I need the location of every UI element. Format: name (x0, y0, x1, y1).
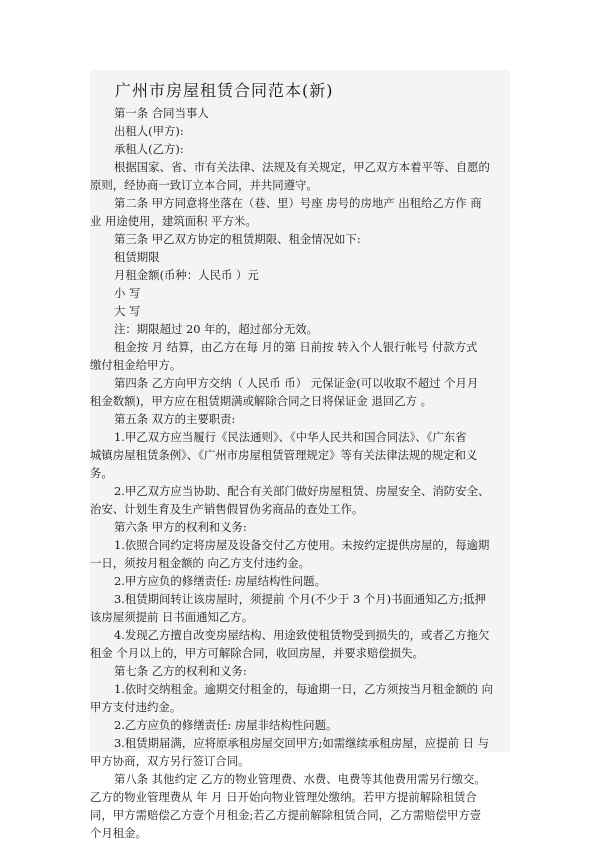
text-line: 甲方协商，双方另行签订合同。 (90, 754, 250, 768)
document-body (90, 104, 510, 842)
text-line: 承租人(乙方): (114, 142, 184, 156)
text-line: 注：期限超过 20 年的，超过部分无效。 (114, 322, 318, 336)
text-line: 租赁期限 (114, 250, 160, 264)
text-line: 1.依时交纳租金。逾期交付租金的，每逾期一日，乙方须按当月租金额的 向 (114, 682, 493, 696)
text-line: 第七条 乙方的权利和义务: (114, 664, 247, 678)
text-line: 第一条 合同当事人 (114, 106, 209, 120)
text-line: 大 写 (114, 304, 141, 318)
text-line: 一日，须按月租金额的 向乙方支付违约金。 (90, 556, 311, 570)
text-line: 城镇房屋租赁条例》、《广州市房屋租赁管理规定》等有关法律法规的规定和义 (90, 448, 478, 462)
text-line: 第二条 甲方同意将坐落在（巷、里）号座 房号的房地产 出租给乙方作 商 (114, 196, 482, 210)
text-line: 同，甲方需赔偿乙方壹个月租金;若乙方提前解除租赁合同，乙方需赔偿甲方壹 (90, 808, 482, 822)
text-line: 2.乙方应负的修缮责任: 房屋非结构性问题。 (114, 718, 338, 732)
text-line: 原则，经协商一致订立本合同，并共同遵守。 (90, 178, 318, 192)
text-line: 月租金额(币种：人民币 ）元 (114, 268, 259, 282)
text-line: 租金数额)，甲方应在租赁期满或解除合同之日将保证金 退回乙方 。 (90, 394, 433, 408)
text-line: 缴付租金给甲方。 (90, 358, 182, 372)
text-line: 第四条 乙方向甲方交纳（ 人民币 币） 元保证金(可以收取不超过 个月月 (114, 376, 479, 390)
text-line: 第五条 双方的主要职责: (114, 412, 236, 426)
text-line: 出租人(甲方): (114, 124, 184, 138)
text-line: 4.发现乙方擅自改变房屋结构、用途致使租赁物受到损失的，或者乙方拖欠 (114, 628, 490, 642)
text-line: 第八条 其他约定 乙方的物业管理费、水费、电费等其他费用需另行缴交。 (114, 772, 486, 786)
text-line: 租金按 月 结算，由乙方在每 月的第 日前按 转入个人银行帐号 付款方式 (114, 340, 478, 354)
text-line: 1.依照合同约定将房屋及设备交付乙方使用。未按约定提供房屋的，每逾期 (114, 538, 490, 552)
text-line: 个月租金。 (90, 826, 147, 840)
text-line: 根据国家、省、市有关法律、法规及有关规定，甲乙双方本着平等、自愿的 (114, 160, 490, 174)
text-line: 业 用途使用，建筑面积 平方米。 (90, 214, 257, 228)
text-line: 2.甲乙双方应当协助、配合有关部门做好房屋租赁、房屋安全、消防安全、 (114, 484, 490, 498)
text-line: 3.租赁期间转让该房屋时，须提前 个月(不少于 3 个月)书面通知乙方;抵押 (114, 592, 487, 606)
text-line: 该房屋须提前 日书面通知乙方。 (90, 610, 254, 624)
text-line: 乙方的物业管理费从 年 月 日开始向物业管理处缴纳。若甲方提前解除租赁合 (90, 790, 477, 804)
text-line: 第六条 甲方的权利和义务: (114, 520, 247, 534)
text-line: 务。 (90, 466, 113, 480)
text-line: 1.甲乙双方应当履行《民法通则》、《中华人民共和国合同法》、《广东省 (114, 430, 467, 444)
text-line: 租金 个月以上的，甲方可解除合同，收回房屋，并要求赔偿损失。 (90, 646, 424, 660)
text-line: 治安、计划生育及生产销售假冒伪劣商品的查处工作。 (90, 502, 364, 516)
text-line: 2.甲方应负的修缮责任: 房屋结构性问题。 (114, 574, 326, 588)
text-line: 3.租赁期届满，应将原承租房屋交回甲方;如需继续承租房屋，应提前 日 与 (114, 736, 490, 750)
document-title: 广州市房屋租赁合同范本(新) (115, 81, 334, 100)
text-line: 第三条 甲乙双方协定的租赁期限、租金情况如下: (114, 232, 361, 246)
text-line: 小 写 (114, 286, 141, 300)
text-line: 甲方支付违约金。 (90, 700, 182, 714)
